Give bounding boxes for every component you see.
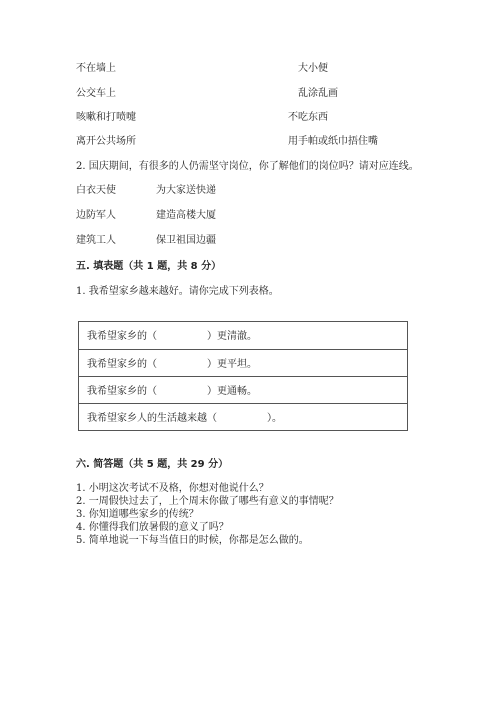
match1-left-item: 公交车上: [76, 88, 116, 99]
table-row: [79, 349, 407, 376]
table-cell[interactable]: 我希望家乡的（ ）更平坦。: [87, 359, 257, 370]
table-row: [79, 376, 407, 403]
short-answer-question: 3. 你知道哪些家乡的传统？: [76, 509, 199, 520]
match2-right-item: 保卫祖国边疆: [156, 235, 216, 246]
short-answer-question: 2. 一周假快过去了，上个周末你做了哪些有意义的事情呢？: [76, 496, 339, 507]
match1-left-item: 离开公共场所: [76, 136, 136, 147]
section6-title: 六. 简答题（共 5 题，共 29 分）: [76, 459, 229, 470]
section5-question: 1. 我希望家乡越来越好。请你完成下列表格。: [76, 286, 279, 297]
match2-right-item: 建造高楼大厦: [156, 210, 216, 221]
match1-left-item: 咳嗽和打喷嚏: [76, 112, 136, 123]
match1-left-item: 不在墙上: [76, 63, 116, 74]
table-cell[interactable]: 我希望家乡人的生活越来越（ ）。: [87, 413, 282, 424]
question-2-text: 2. 国庆期间，有很多的人仍需坚守岗位，你了解他们的岗位吗？请对应连线。: [76, 161, 419, 172]
match1-right-item: 大小便: [298, 63, 328, 74]
table-cell[interactable]: 我希望家乡的（ ）更通畅。: [87, 386, 257, 397]
match2-left-item: 边防军人: [76, 210, 116, 221]
table-cell[interactable]: 我希望家乡的（ ）更清澈。: [87, 331, 257, 342]
fill-in-table: [78, 321, 408, 431]
match1-right-item: 用手帕或纸巾捂住嘴: [288, 136, 378, 147]
table-row: [79, 403, 407, 430]
short-answer-question: 1. 小明这次考试不及格，你想对他说什么？: [76, 483, 269, 494]
match1-right-item: 不吃东西: [288, 112, 328, 123]
match1-right-item: 乱涂乱画: [298, 88, 338, 99]
section5-title: 五. 填表题（共 1 题，共 8 分）: [76, 261, 222, 272]
table-row: [79, 322, 407, 349]
match2-right-item: 为大家送快递: [156, 185, 216, 196]
match2-left-item: 建筑工人: [76, 235, 116, 246]
short-answer-question: 5. 简单地说一下每当值日的时候，你都是怎么做的。: [76, 535, 309, 546]
match2-left-item: 白衣天使: [76, 185, 116, 196]
short-answer-question: 4. 你懂得我们放暑假的意义了吗？: [76, 522, 229, 533]
